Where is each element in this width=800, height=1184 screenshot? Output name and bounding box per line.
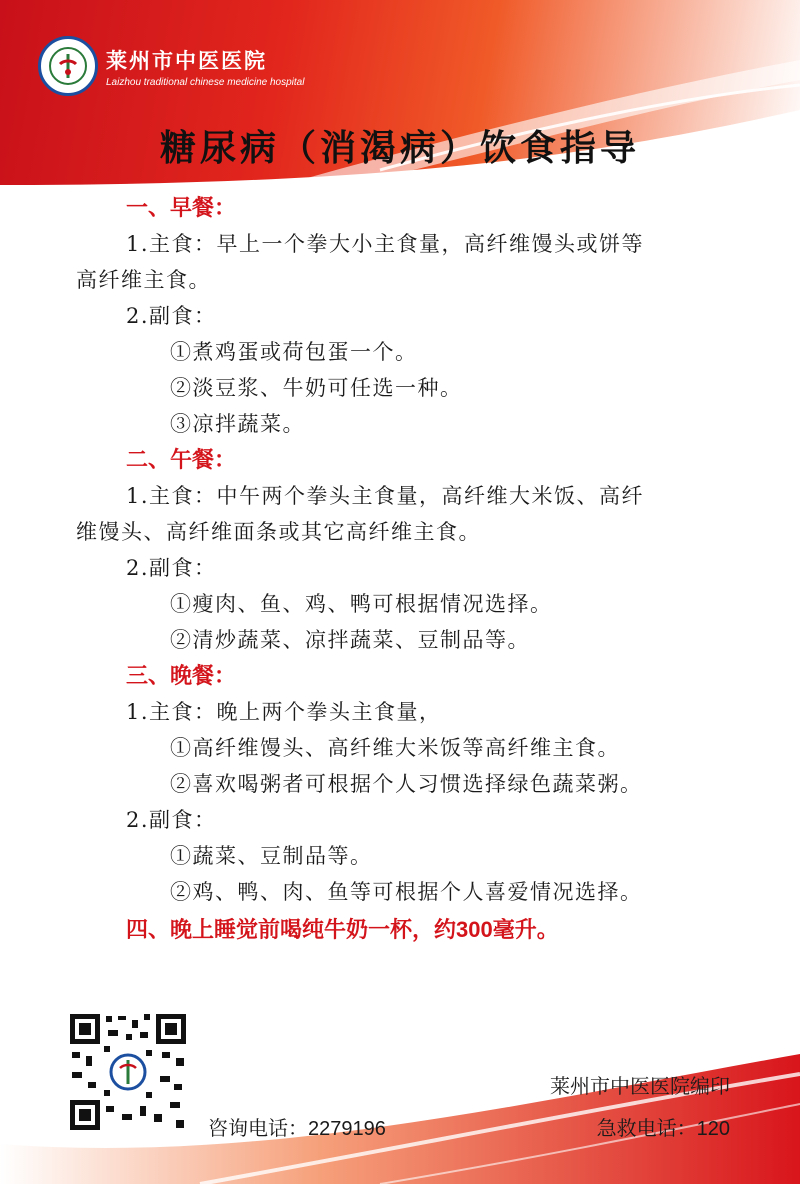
dinner-side-item: ②鸡、鸭、肉、鱼等可根据个人喜爱情况选择。 [170, 880, 643, 904]
lunch-main-line2: 维馒头、高纤维面条或其它高纤维主食。 [76, 520, 481, 544]
dinner-main-item: ②喜欢喝粥者可根据个人习惯选择绿色蔬菜粥。 [170, 772, 643, 796]
diet-guide-content [76, 190, 736, 950]
dinner-heading: 三、晚餐： [126, 663, 237, 688]
dinner-side-label: 2.副食： [126, 808, 217, 832]
printer-credit: 莱州市中医医院编印 [550, 1076, 730, 1098]
dinner-main-label: 1.主食：晚上两个拳头主食量， [126, 700, 442, 724]
hospital-name-en: Laizhou traditional chinese medicine hospital [106, 76, 305, 88]
dinner-main-item: ①高纤维馒头、高纤维大米饭等高纤维主食。 [170, 736, 620, 760]
bedtime-milk-note: 四、晚上睡觉前喝纯牛奶一杯，约300毫升。 [126, 917, 559, 942]
breakfast-side-item: ②淡豆浆、牛奶可任选一种。 [170, 376, 463, 400]
dinner-side-item: ①蔬菜、豆制品等。 [170, 844, 373, 868]
breakfast-main-line2: 高纤维主食。 [76, 268, 211, 292]
qr-code[interactable] [66, 1010, 190, 1134]
lunch-side-item: ②清炒蔬菜、凉拌蔬菜、豆制品等。 [170, 628, 530, 652]
hospital-logo-icon [38, 36, 98, 96]
lunch-side-item: ①瘦肉、鱼、鸡、鸭可根据情况选择。 [170, 592, 553, 616]
consult-phone: 咨询电话：2279196 [208, 1118, 386, 1140]
lunch-heading: 二、午餐： [126, 447, 237, 472]
lunch-side-label: 2.副食： [126, 556, 217, 580]
lunch-main-line1: 1.主食：中午两个拳头主食量，高纤维大米饭、高纤 [126, 484, 645, 508]
hospital-name-cn: 莱州市中医医院 [106, 49, 267, 73]
hospital-logo-block [38, 36, 304, 96]
emergency-phone: 急救电话：120 [596, 1118, 730, 1140]
breakfast-side-item: ①煮鸡蛋或荷包蛋一个。 [170, 340, 418, 364]
breakfast-side-item: ③凉拌蔬菜。 [170, 412, 305, 436]
breakfast-main-line1: 1.主食：早上一个拳大小主食量，高纤维馒头或饼等 [126, 232, 645, 256]
page-title: 糖尿病（消渴病）饮食指导 [159, 127, 640, 169]
breakfast-heading: 一、早餐： [126, 195, 237, 220]
breakfast-side-label: 2.副食： [126, 304, 217, 328]
